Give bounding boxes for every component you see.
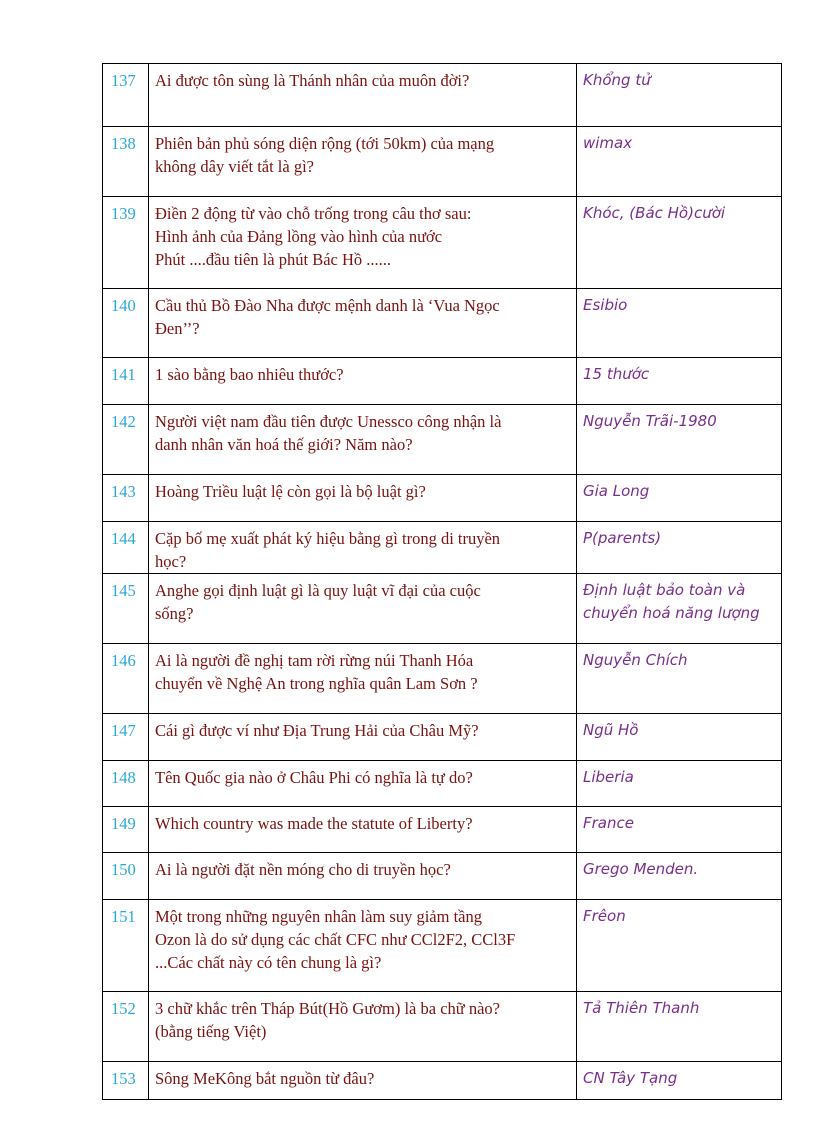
- question-line: 1 sào bằng bao nhiêu thước?: [155, 365, 344, 384]
- answer-text: [577, 714, 782, 761]
- question-line: Điền 2 động từ vào chỗ trống trong câu thơ sau:: [155, 204, 472, 223]
- question-number: 148: [103, 761, 149, 807]
- question-row: [103, 289, 782, 358]
- question-text: [149, 714, 577, 761]
- question-number: 143: [103, 475, 149, 522]
- question-row: [103, 64, 782, 127]
- answer-line: CN Tây Tạng: [583, 1069, 678, 1087]
- answer-line: Tả Thiên Thanh: [583, 999, 700, 1017]
- question-row: [103, 992, 782, 1062]
- question-line: Ai được tôn sùng là Thánh nhân của muôn đời?: [155, 71, 470, 90]
- question-line: danh nhân văn hoá thế giới? Năm nào?: [155, 435, 413, 454]
- quiz-table-body: [103, 64, 782, 1100]
- question-text: [149, 64, 577, 127]
- question-text: [149, 807, 577, 853]
- answer-text: [577, 807, 782, 853]
- question-text: [149, 574, 577, 644]
- question-number: 146: [103, 644, 149, 714]
- question-row: [103, 761, 782, 807]
- question-text: [149, 405, 577, 475]
- quiz-table: [102, 63, 782, 1100]
- question-number: 151: [103, 900, 149, 992]
- answer-line: Nguyễn Trãi-1980: [583, 412, 717, 430]
- question-row: [103, 574, 782, 644]
- question-number: 138: [103, 127, 149, 197]
- answer-line: Khổng tử: [583, 71, 651, 89]
- question-text: [149, 992, 577, 1062]
- question-number: 153: [103, 1062, 149, 1100]
- question-line: Hình ảnh của Đảng lồng vào hình của nước: [155, 227, 443, 246]
- question-row: [103, 522, 782, 574]
- question-number: 150: [103, 853, 149, 900]
- question-line: Đen’’?: [155, 319, 200, 338]
- question-number: 137: [103, 64, 149, 127]
- question-line: Người việt nam đầu tiên được Unessco công nhận là: [155, 412, 502, 431]
- question-line: Một trong những nguyên nhân làm suy giảm tầng: [155, 907, 482, 926]
- question-line: học?: [155, 552, 187, 571]
- question-row: [103, 475, 782, 522]
- answer-text: [577, 475, 782, 522]
- question-line: Hoàng Triều luật lệ còn gọi là bộ luật gì?: [155, 482, 426, 501]
- question-line: Ai là người đặt nền móng cho di truyền học?: [155, 860, 451, 879]
- question-text: [149, 127, 577, 197]
- question-line: Cầu thủ Bồ Đào Nha được mệnh danh là ‘Vua Ngọc: [155, 296, 500, 315]
- answer-text: [577, 289, 782, 358]
- question-line: Phút ....đầu tiên là phút Bác Hồ ......: [155, 250, 392, 269]
- question-line: Cặp bố mẹ xuất phát ký hiệu bằng gì trong di truyền: [155, 529, 501, 548]
- answer-text: [577, 574, 782, 644]
- question-line: sống?: [155, 604, 194, 623]
- question-row: [103, 644, 782, 714]
- question-line: chuyển về Nghệ An trong nghĩa quân Lam Sơn ?: [155, 674, 478, 693]
- answer-text: [577, 522, 782, 574]
- answer-text: [577, 853, 782, 900]
- question-text: [149, 644, 577, 714]
- question-line: không dây viết tắt là gì?: [155, 157, 314, 176]
- question-row: [103, 900, 782, 992]
- question-row: [103, 127, 782, 197]
- question-line: (bằng tiếng Việt): [155, 1022, 267, 1041]
- question-number: 141: [103, 358, 149, 405]
- question-text: [149, 761, 577, 807]
- answer-text: [577, 1062, 782, 1100]
- question-row: [103, 714, 782, 761]
- answer-line: Frêon: [583, 907, 626, 925]
- answer-line: Esibio: [583, 296, 628, 314]
- question-number: 139: [103, 197, 149, 289]
- question-number: 152: [103, 992, 149, 1062]
- question-row: [103, 1062, 782, 1100]
- question-number: 142: [103, 405, 149, 475]
- answer-text: [577, 992, 782, 1062]
- answer-line: Liberia: [583, 768, 634, 786]
- answer-text: [577, 900, 782, 992]
- question-text: [149, 289, 577, 358]
- question-line: 3 chữ khắc trên Tháp Bút(Hồ Gươm) là ba chữ nào?: [155, 999, 500, 1018]
- answer-line: Gia Long: [583, 482, 650, 500]
- question-line: Phiên bản phủ sóng diện rộng (tới 50km) của mạng: [155, 134, 495, 153]
- answer-line: P(parents): [583, 529, 662, 547]
- question-line: Tên Quốc gia nào ở Châu Phi có nghĩa là tự do?: [155, 768, 473, 787]
- question-line: Cái gì được ví như Địa Trung Hải của Châu Mỹ?: [155, 721, 479, 740]
- question-line: Ozon là do sử dụng các chất CFC như CCl2F2, CCl3F: [155, 930, 516, 949]
- question-line: Sông MeKông bắt nguồn từ đâu?: [155, 1069, 375, 1088]
- question-line: ...Các chất này có tên chung là gì?: [155, 953, 382, 972]
- question-row: [103, 358, 782, 405]
- question-text: [149, 522, 577, 574]
- question-row: [103, 405, 782, 475]
- answer-line: Grego Menden.: [583, 860, 699, 878]
- question-line: Which country was made the statute of Liberty?: [155, 814, 473, 833]
- question-row: [103, 197, 782, 289]
- answer-text: [577, 64, 782, 127]
- question-line: Ai là người đề nghị tam rời rừng núi Thanh Hóa: [155, 651, 474, 670]
- question-line: Anghe gọi định luật gì là quy luật vĩ đại của cuộc: [155, 581, 481, 600]
- question-text: [149, 475, 577, 522]
- question-row: [103, 853, 782, 900]
- answer-text: [577, 405, 782, 475]
- answer-line: 15 thước: [583, 365, 650, 383]
- answer-line: wimax: [583, 134, 633, 152]
- answer-text: [577, 761, 782, 807]
- answer-line: Khóc, (Bác Hồ)cười: [583, 204, 726, 222]
- answer-line: Nguyễn Chích: [583, 651, 688, 669]
- answer-text: [577, 358, 782, 405]
- question-number: 145: [103, 574, 149, 644]
- question-text: [149, 197, 577, 289]
- answer-line: Ngũ Hồ: [583, 721, 639, 739]
- answer-text: [577, 127, 782, 197]
- answer-text: [577, 197, 782, 289]
- question-text: [149, 900, 577, 992]
- question-number: 144: [103, 522, 149, 574]
- question-row: [103, 807, 782, 853]
- question-text: [149, 358, 577, 405]
- answer-text: [577, 644, 782, 714]
- question-number: 147: [103, 714, 149, 761]
- answer-line: France: [583, 814, 634, 832]
- answer-line: Định luật bảo toàn và: [583, 581, 746, 599]
- answer-line: chuyển hoá năng lượng: [583, 604, 760, 622]
- question-text: [149, 853, 577, 900]
- question-number: 140: [103, 289, 149, 358]
- question-number: 149: [103, 807, 149, 853]
- question-text: [149, 1062, 577, 1100]
